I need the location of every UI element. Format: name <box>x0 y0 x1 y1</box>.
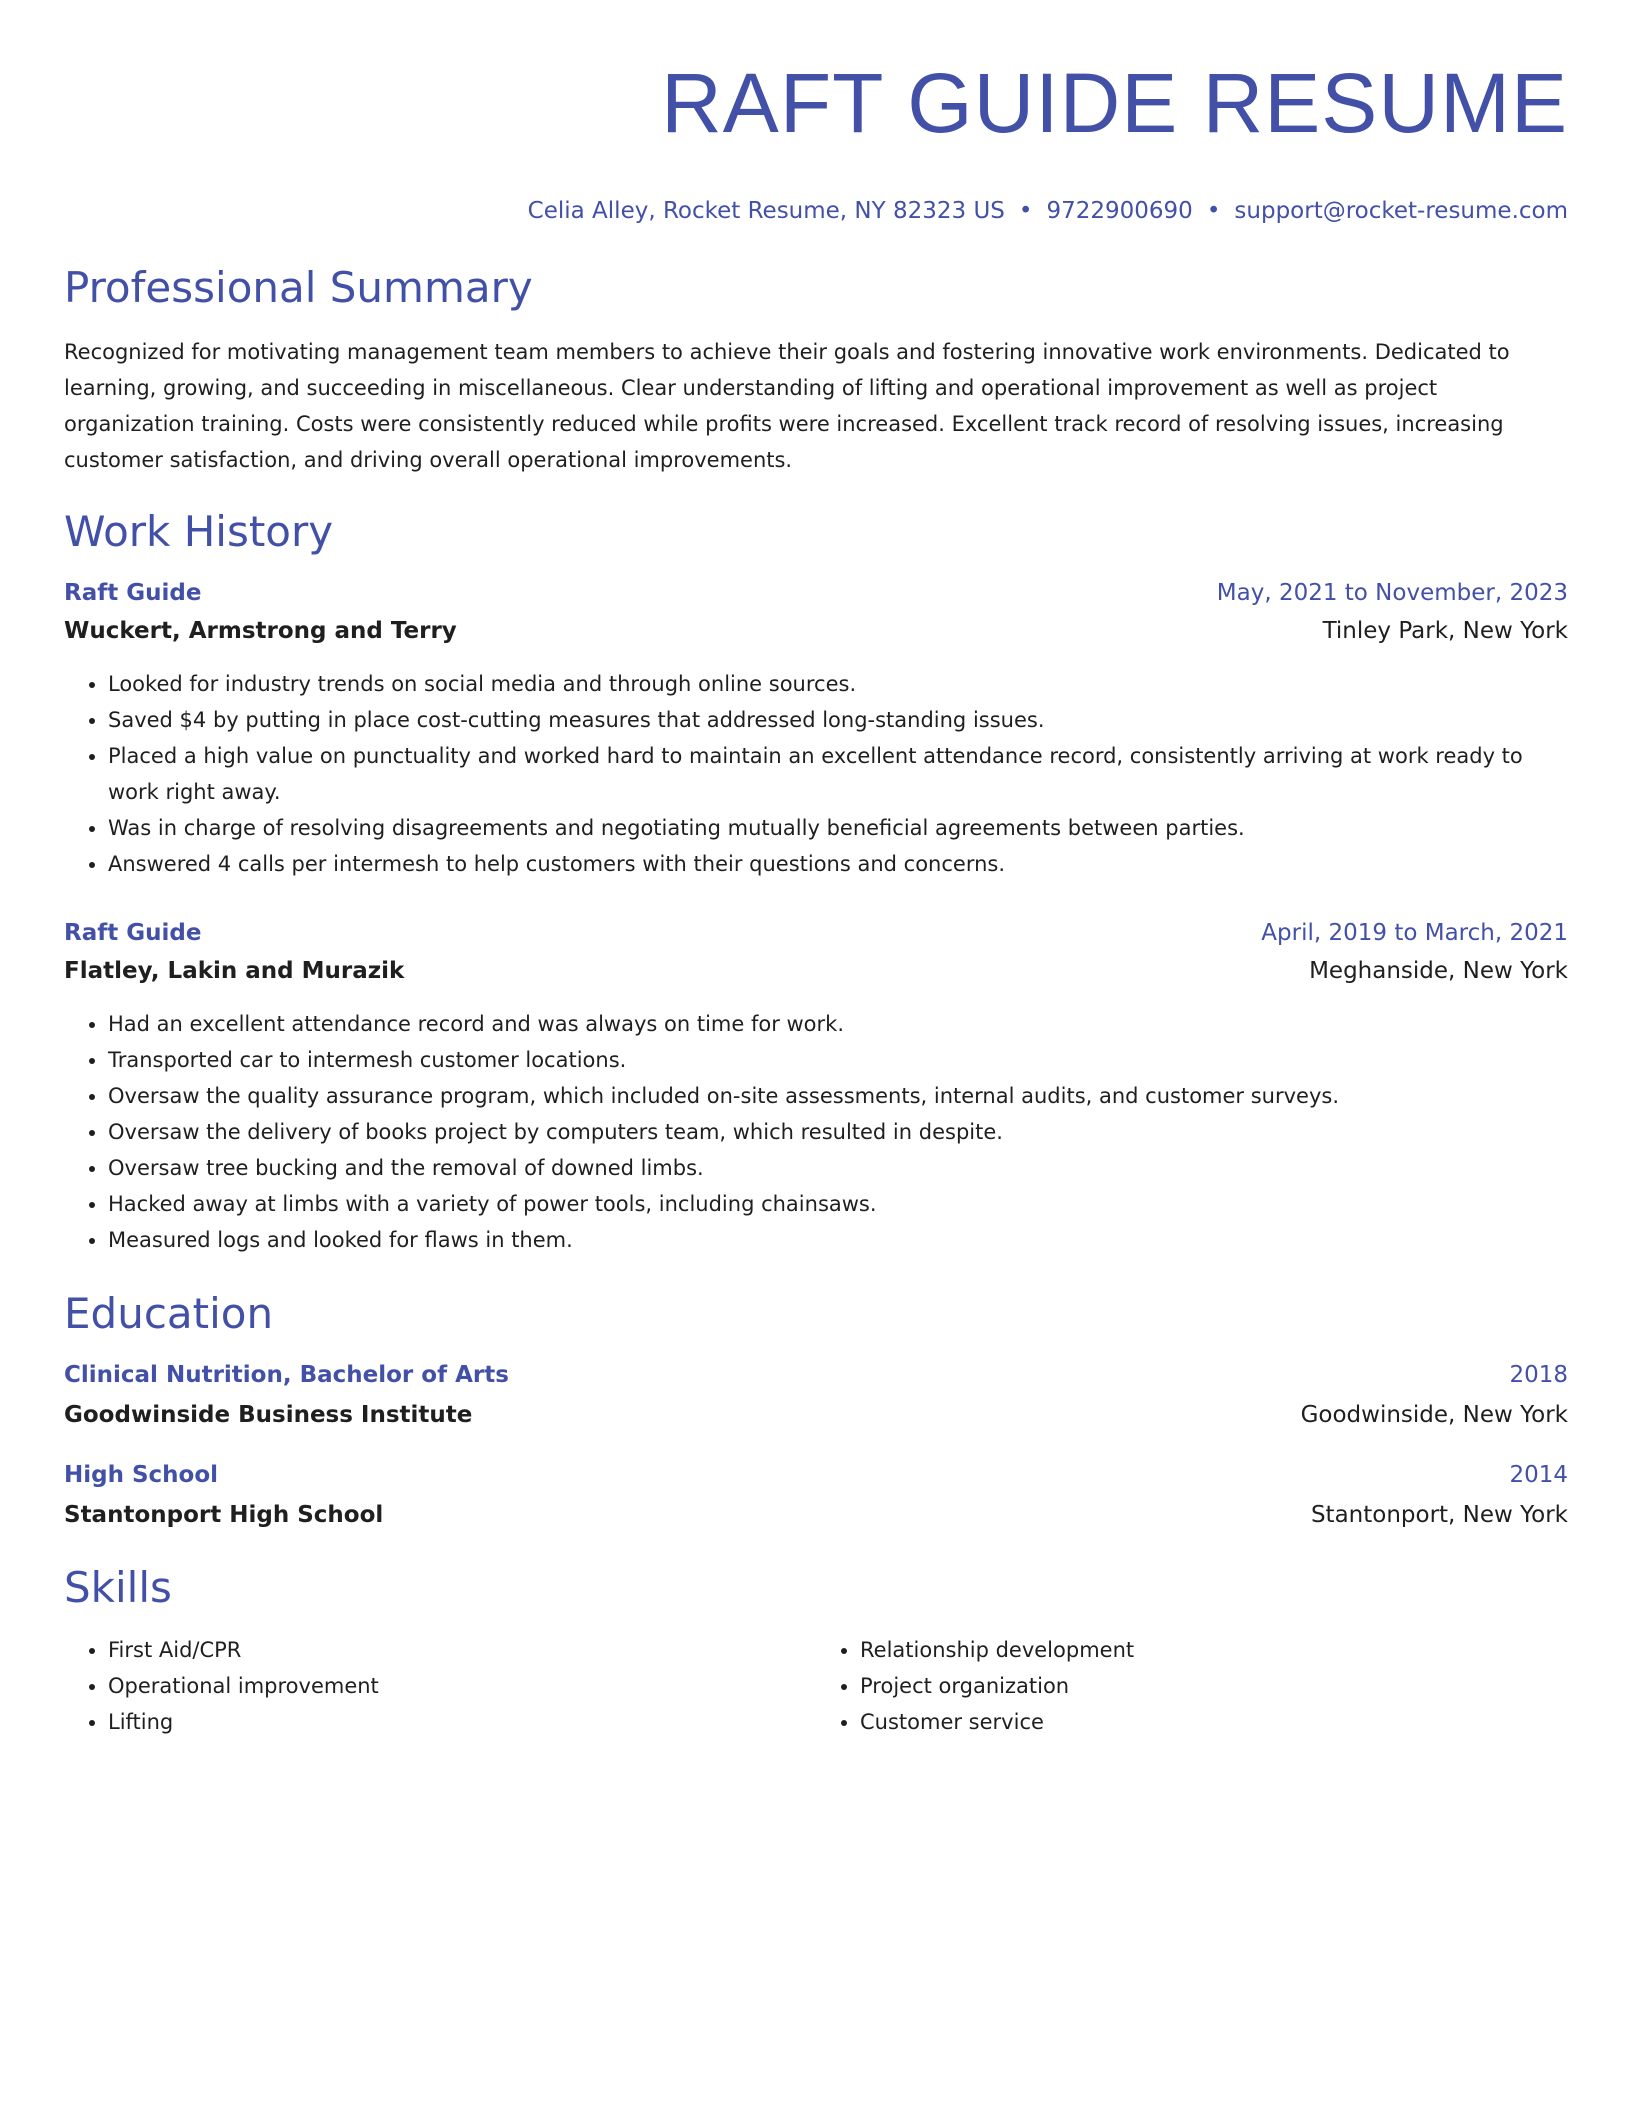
company-row <box>64 956 1568 986</box>
job-bullets <box>64 1006 1568 1258</box>
job-title: Raft Guide <box>64 920 202 946</box>
job-location: Meghanside, New York <box>1309 958 1568 984</box>
job-title: Raft Guide <box>64 580 202 606</box>
job-bullets <box>64 666 1568 882</box>
skills-section <box>64 1562 1568 1740</box>
contact-phone: 9722900690 <box>1046 198 1193 224</box>
job-bullet: • Answered 4 calls per intermesh to help customers with their questions and concerns. <box>108 846 1568 882</box>
resume-name: RAFT GUIDE RESUME <box>661 56 1568 150</box>
job-bullet: • Was in charge of resolving disagreements and negotiating mutually beneficial agreements between parties. <box>108 810 1568 846</box>
degree-row <box>64 1360 1568 1390</box>
company-row <box>64 616 1568 646</box>
job-entry <box>64 918 1568 1258</box>
resume-header <box>64 58 1568 226</box>
job-bullet: • Hacked away at limbs with a variety of power tools, including chainsaws. <box>108 1186 1568 1222</box>
summary-section <box>64 262 1568 478</box>
skill-item: • Operational improvement <box>108 1668 816 1704</box>
job-location: Tinley Park, New York <box>1322 618 1568 644</box>
company-name: Flatley, Lakin and Murazik <box>64 958 405 984</box>
skill-item: • Project organization <box>860 1668 1568 1704</box>
contact-separator: • <box>1018 198 1033 224</box>
job-dates: May, 2021 to November, 2023 <box>1216 580 1568 606</box>
graduation-year: 2018 <box>1509 1362 1568 1388</box>
contact-address: Celia Alley, Rocket Resume, NY 82323 US <box>527 198 1005 224</box>
school-row <box>64 1500 1568 1530</box>
job-bullet: • Transported car to intermesh customer locations. <box>108 1042 1568 1078</box>
work-history-heading: Work History <box>64 507 334 556</box>
job-bullet: • Looked for industry trends on social media and through online sources. <box>108 666 1568 702</box>
skill-item: • Lifting <box>108 1704 816 1740</box>
skills-heading: Skills <box>64 1563 172 1612</box>
school-name: Stantonport High School <box>64 1502 384 1528</box>
contact-line <box>64 196 1568 226</box>
school-row <box>64 1400 1568 1430</box>
school-name: Goodwinside Business Institute <box>64 1402 473 1428</box>
contact-separator: • <box>1206 198 1221 224</box>
contact-email: support@rocket-resume.com <box>1234 198 1568 224</box>
summary-heading: Professional Summary <box>64 263 533 312</box>
job-bullet: • Oversaw the delivery of books project by computers team, which resulted in despite. <box>108 1114 1568 1150</box>
education-entry <box>64 1460 1568 1530</box>
education-section <box>64 1288 1568 1530</box>
graduation-year: 2014 <box>1509 1462 1568 1488</box>
job-bullet: • Measured logs and looked for flaws in them. <box>108 1222 1568 1258</box>
summary-text: Recognized for motivating management team members to achieve their goals and fostering innovative work environments. Dedicated to learning, growing, and succeeding in miscellaneous. Clear understanding of lifting and operational improvement as well as project organization training. Costs were consistently reduced while profits were increased. Excellent track record of resolving issues, increasing customer satisfaction, and driving overall operational improvements. <box>64 340 1510 472</box>
skill-item: • First Aid/CPR <box>108 1632 816 1668</box>
job-title-row <box>64 578 1568 608</box>
job-dates: April, 2019 to March, 2021 <box>1261 920 1568 946</box>
education-entry <box>64 1360 1568 1430</box>
school-location: Goodwinside, New York <box>1300 1402 1568 1428</box>
job-bullet: • Oversaw the quality assurance program, which included on-site assessments, internal audits, and customer surveys. <box>108 1078 1568 1114</box>
skill-item: • Customer service <box>860 1704 1568 1740</box>
skills-grid <box>64 1632 1568 1740</box>
job-entry <box>64 578 1568 882</box>
skills-column-left <box>64 1632 816 1740</box>
degree-row <box>64 1460 1568 1490</box>
skill-item: • Relationship development <box>860 1632 1568 1668</box>
degree-name: High School <box>64 1462 219 1488</box>
job-bullet: • Had an excellent attendance record and was always on time for work. <box>108 1006 1568 1042</box>
education-heading: Education <box>64 1289 274 1338</box>
degree-name: Clinical Nutrition, Bachelor of Arts <box>64 1362 509 1388</box>
company-name: Wuckert, Armstrong and Terry <box>64 618 457 644</box>
skills-column-right <box>816 1632 1568 1740</box>
job-bullet: • Saved $4 by putting in place cost-cutting measures that addressed long-standing issues. <box>108 702 1568 738</box>
work-history-section <box>64 506 1568 1258</box>
job-bullet: • Oversaw tree bucking and the removal of downed limbs. <box>108 1150 1568 1186</box>
school-location: Stantonport, New York <box>1310 1502 1568 1528</box>
job-title-row <box>64 918 1568 948</box>
job-bullet: • Placed a high value on punctuality and worked hard to maintain an excellent attendance record, consistently arriving at work ready to work right away. <box>108 738 1568 810</box>
